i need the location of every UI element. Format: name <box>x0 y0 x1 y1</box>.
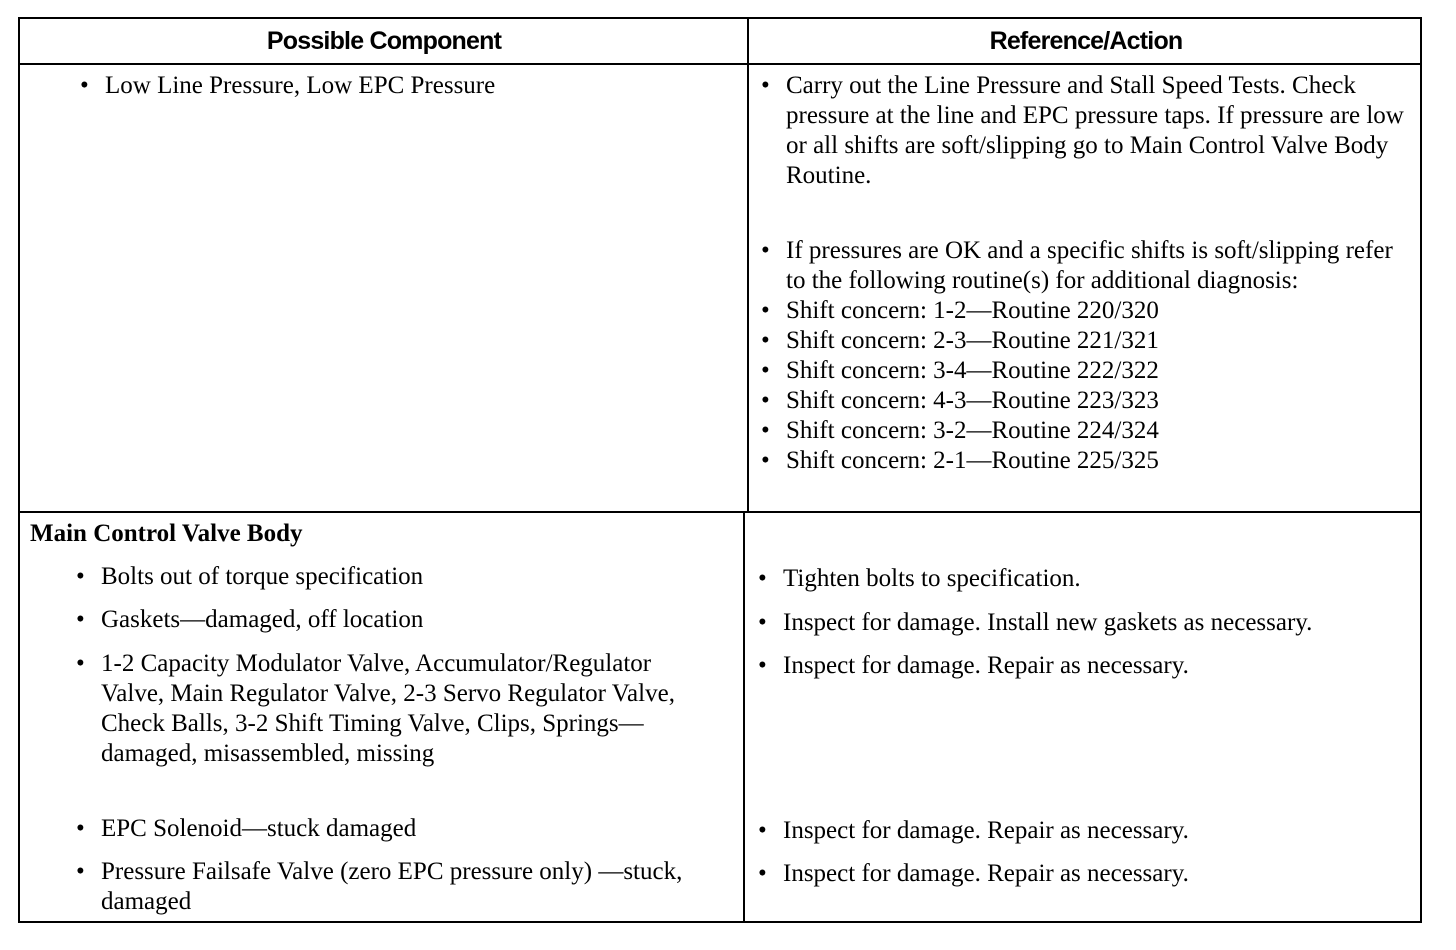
shift-concern-item: • Shift concern: 3-4—Routine 222/322 <box>761 356 1411 386</box>
row2-action-4 <box>758 816 1418 846</box>
row2-action-1 <box>758 564 1418 594</box>
shift-concern-item: • Shift concern: 1-2—Routine 220/320 <box>761 296 1411 326</box>
column-divider-bottom <box>743 511 745 921</box>
row1-action-cell <box>761 71 1411 191</box>
row1-component-item: • Low Line Pressure, Low EPC Pressure <box>80 71 740 101</box>
action-item: • Tighten bolts to specification. <box>758 564 1418 594</box>
diagnosis-table <box>18 17 1422 923</box>
row2-action-5 <box>758 859 1418 889</box>
row1-action-cell-2 <box>761 236 1411 476</box>
shift-concern-item: • Shift concern: 3-2—Routine 224/324 <box>761 416 1411 446</box>
row2-action-2 <box>758 608 1418 638</box>
component-item: • Bolts out of torque specification <box>76 562 741 592</box>
row2-component-2 <box>76 605 741 635</box>
component-item: • Pressure Failsafe Valve (zero EPC pressure only) —stuck, damaged <box>76 857 716 917</box>
header-divider <box>20 63 1420 65</box>
shift-concern-item: • Shift concern: 2-1—Routine 225/325 <box>761 446 1411 476</box>
component-item: • Gaskets—damaged, off location <box>76 605 741 635</box>
shift-concern-item: • Shift concern: 2-3—Routine 221/321 <box>761 326 1411 356</box>
action-item: • Inspect for damage. Repair as necessary. <box>758 816 1418 846</box>
row1-action-item-pressures-ok: • If pressures are OK and a specific shifts is soft/slipping refer to the following routine(s) for additional diagnosis: <box>761 236 1411 296</box>
header-possible-component: Possible Component <box>266 26 502 55</box>
section-title-main-control-valve-body: Main Control Valve Body <box>30 520 303 547</box>
row-divider <box>20 511 1420 513</box>
shift-concern-item: • Shift concern: 4-3—Routine 223/323 <box>761 386 1411 416</box>
component-item: • 1-2 Capacity Modulator Valve, Accumulator/Regulator Valve, Main Regulator Valve, 2-3 Servo Regulator Valve, Check Balls, 3-2 Shift Timing Valve, Clips, Springs—damaged, misassembled, missing <box>76 649 716 769</box>
action-item: • Inspect for damage. Repair as necessary. <box>758 651 1418 681</box>
row1-component-cell <box>80 71 740 101</box>
column-divider-top <box>747 19 749 511</box>
action-item: • Inspect for damage. Install new gaskets as necessary. <box>758 608 1418 638</box>
row2-action-3 <box>758 651 1418 681</box>
header-reference-action: Reference/Action <box>989 26 1183 55</box>
row2-component-3 <box>76 649 716 769</box>
row1-action-item-pressure-tests: • Carry out the Line Pressure and Stall Speed Tests. Check pressure at the line and EPC pressure taps. If pressure are low or all shifts are soft/slipping go to Main Control Valve Body Routine. <box>761 71 1411 191</box>
action-item: • Inspect for damage. Repair as necessary. <box>758 859 1418 889</box>
row2-component-5 <box>76 857 716 917</box>
row2-component-1 <box>76 562 741 592</box>
component-item: • EPC Solenoid—stuck damaged <box>76 814 741 844</box>
row2-component-4 <box>76 814 741 844</box>
